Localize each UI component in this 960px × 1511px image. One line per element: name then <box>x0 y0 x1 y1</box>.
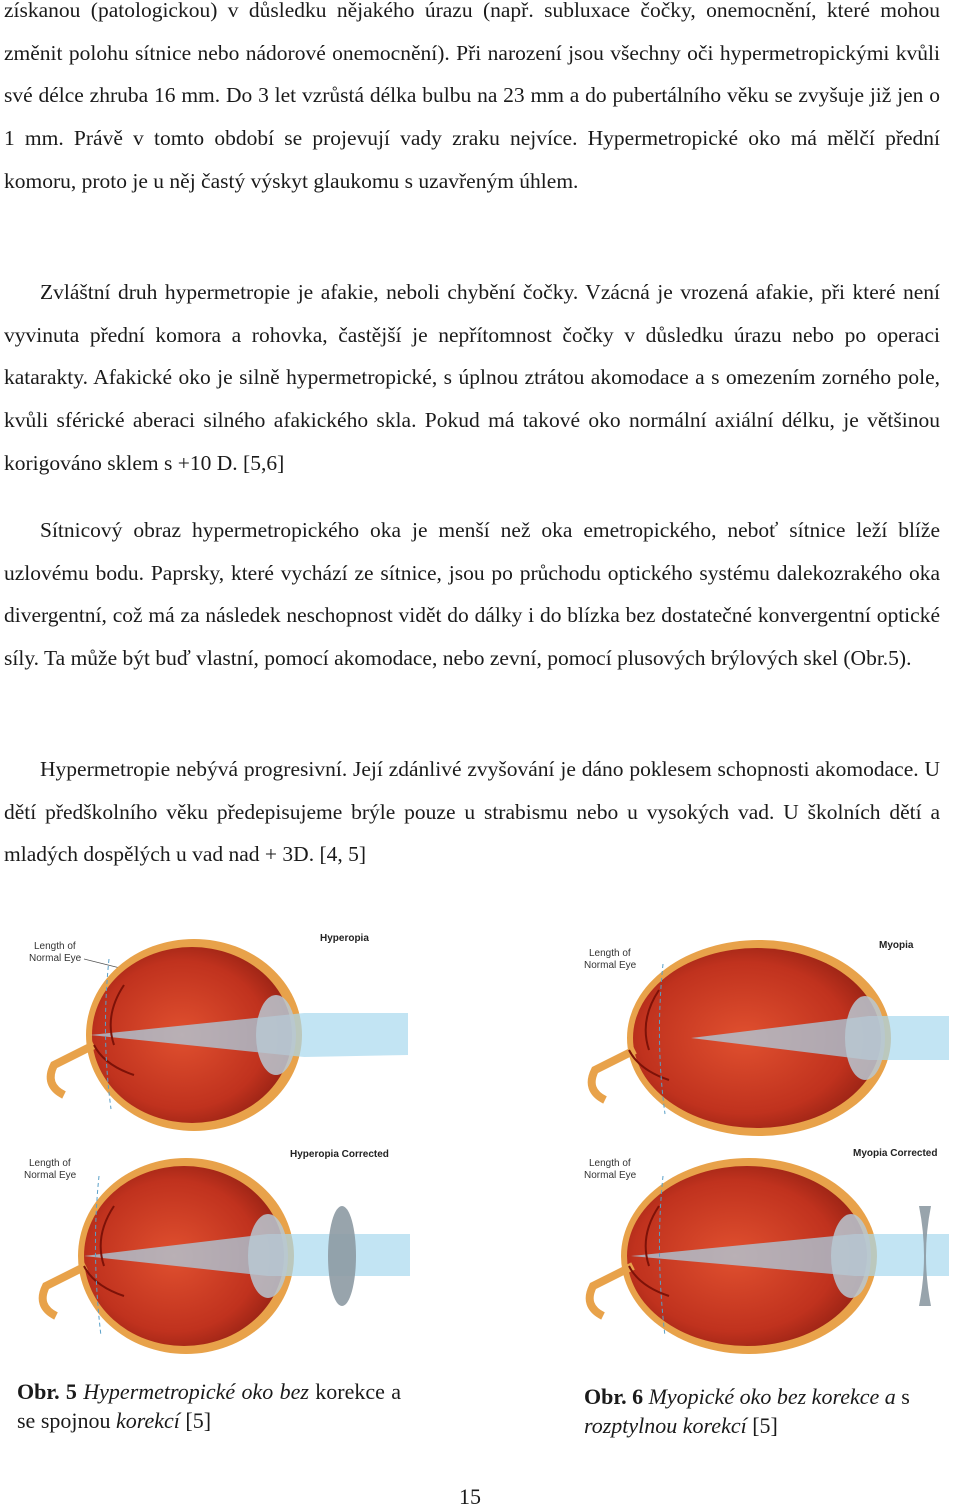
figure-title: Hyperopia <box>320 933 369 944</box>
length-label-line1: Length of <box>589 1158 631 1169</box>
paragraph-2: Zvláštní druh hypermetropie je afakie, neboli chybění čočky. Vzácná je vrozená afakie, při které není vyvinuta přední komora a rohovka, častější je nepřítomnost čočky v důsledku úrazu nebo po operaci katarakty. Afakické oko je silně hypermetropické, s úplnou ztrátou akomodace a s omezením zorného pole, kvůli sférické aberaci silného afakického skla. Pokud má takové oko normální axiální délku, je většinou korigováno sklem s +10 D. [5,6] <box>4 280 940 475</box>
length-label-line1: Length of <box>34 941 76 952</box>
optic-nerve <box>43 1266 86 1316</box>
figure-title: Myopia Corrected <box>853 1148 938 1159</box>
optic-nerve <box>592 1050 635 1100</box>
eye-lens <box>256 995 296 1075</box>
length-label-line2: Normal Eye <box>584 1170 637 1181</box>
length-label-line2: Normal Eye <box>24 1170 77 1181</box>
hyperopia-eye-figure <box>14 925 408 1133</box>
eye-lens <box>845 996 885 1080</box>
caption-italic-text: Myopické oko bez korekce a <box>648 1384 896 1409</box>
caption-label: Obr. 6 <box>584 1384 644 1409</box>
optic-nerve <box>590 1266 633 1316</box>
optic-nerve <box>51 1045 94 1095</box>
figure-title: Hyperopia Corrected <box>290 1149 389 1160</box>
length-label-line2: Normal Eye <box>29 953 82 964</box>
caption-reference: [5] <box>752 1413 778 1438</box>
convex-corrective-lens <box>328 1206 356 1306</box>
hyperopia-corrected-eye-illustration <box>14 1142 410 1362</box>
caption-italic-tail: korekcí <box>116 1408 180 1433</box>
paragraph-3: Sítnicový obraz hypermetropického oka je menší než oka emetropického, neboť sítnice leží blíže uzlovému bodu. Paprsky, které vychází ze sítnice, jsou po průchodu optického systému dalekozrakého oka divergentní, což má za následek neschopnost vidět do dálky i do blízka bez dostatečné konvergentní optické síly. Ta může být buď vlastní, pomocí akomodace, nebo zevní, pomocí plusových brýlových skel (Obr.5). <box>4 518 940 671</box>
caption-reference: [5] <box>185 1408 212 1433</box>
caption-italic-tail: rozptylnou korekcí <box>584 1413 747 1438</box>
paragraph-1: získanou (patologickou) v důsledku nějakého úrazu (např. subluxace čočky, onemocnění, které mohou změnit polohu sítnice nebo nádorové onemocnění). Při narození jsou všechny oči hypermetropickými kvůli své délce zhruba 16 mm. Do 3 let vzrůstá délka bulbu na 23 mm a do pubertálního věku se zvyšuje již jen o 1 mm. Právě v tomto období se projevují vady zraku nejvíce. Hypermetropické oko má mělčí přední komoru, proto je u něj častý výskyt glaukomu s uzavřeným úhlem. <box>4 0 940 193</box>
length-label-line2: Normal Eye <box>584 960 637 971</box>
caption-text: s <box>901 1384 910 1409</box>
hyperopia-corrected-eye-figure <box>14 1142 410 1362</box>
page-number: 15 <box>459 1484 481 1509</box>
myopia-eye-illustration <box>579 930 949 1140</box>
eye-lens <box>248 1214 288 1298</box>
length-label-line1: Length of <box>29 1158 71 1169</box>
caption-label: Obr. 5 <box>17 1379 77 1404</box>
figure-title: Myopia <box>879 940 914 951</box>
figure-6-caption <box>584 1382 960 1440</box>
eye-lens <box>831 1214 871 1298</box>
myopia-corrected-eye-figure <box>579 1142 949 1360</box>
paragraph-4: Hypermetropie nebývá progresivní. Její zdánlivé zvyšování je dáno poklesem schopnosti akomodace. U dětí předškolního věku předepisujeme brýle pouze u strabismu nebo u vysokých vad. U školních dětí a mladých dospělých u vad nad + 3D. [4, 5] <box>4 757 940 867</box>
myopia-corrected-eye-illustration <box>579 1142 949 1360</box>
caption-italic-text: Hypermetropické oko bez <box>83 1379 309 1404</box>
myopia-eye-figure <box>579 930 949 1140</box>
hyperopia-eye-illustration <box>14 925 408 1133</box>
caption-text: korekce a se spojnou <box>17 1379 402 1433</box>
length-label-line1: Length of <box>589 948 631 959</box>
figure-5-caption <box>17 1377 401 1435</box>
